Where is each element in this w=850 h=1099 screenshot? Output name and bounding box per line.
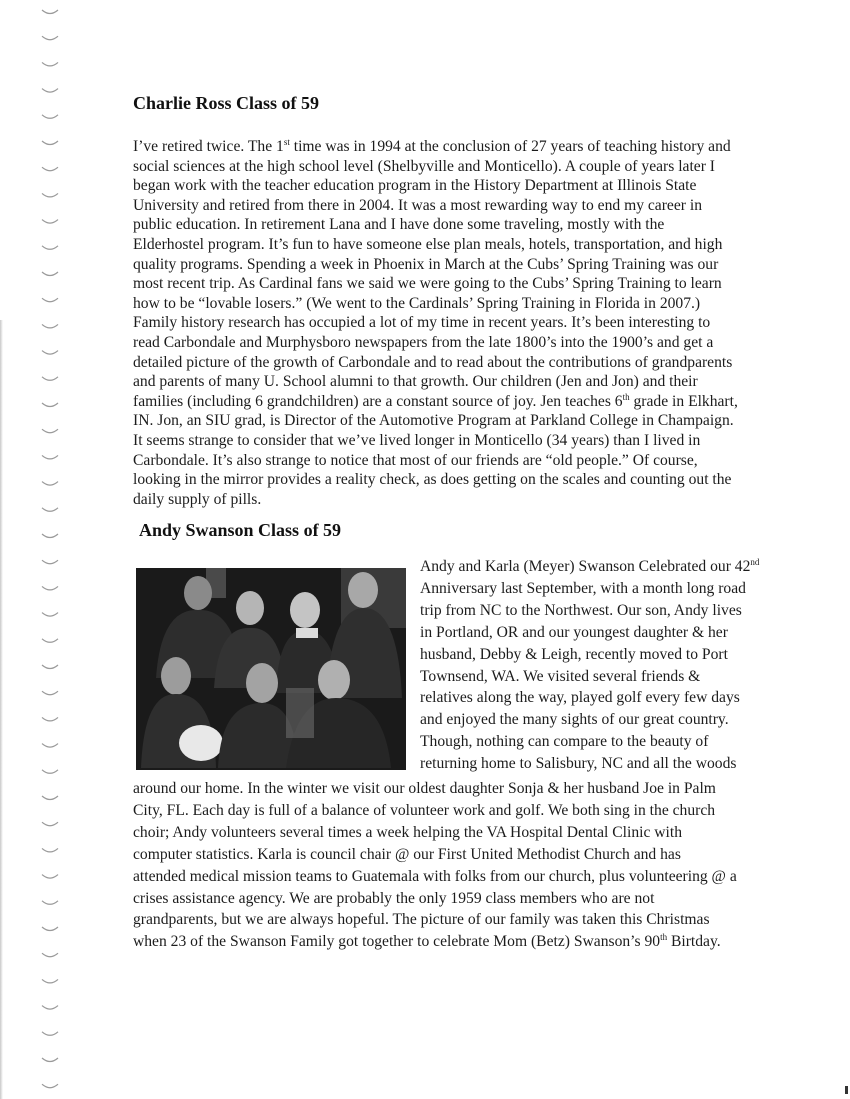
text-segment: daily supply of pills. [133, 490, 262, 508]
binding-hole-icon [42, 62, 58, 66]
text-segment: and parents of many U. School alumni to that growth. Our children (Jen and Jon) and their [133, 373, 698, 391]
text-segment: Elderhostel program. It’s fun to have someone else plan meals, hotels, transportation, and high [133, 236, 723, 253]
binding-hole-icon [42, 508, 58, 512]
binding-hole-icon [42, 901, 58, 905]
binding-hole-icon [42, 324, 58, 328]
binding-hole-icon [42, 1084, 58, 1088]
text-segment: time was in 1994 at the conclusion of 27 years of teaching history and [289, 138, 731, 155]
text-segment: computer statistics. Karla is council chair @ our First United Methodist Church and has [133, 845, 681, 863]
text-segment: It seems strange to consider that we’ve lived longer in Monticello (34 years) than I lived in [133, 432, 701, 449]
text-segment: grade in Elkhart, [629, 392, 738, 410]
text-line [133, 215, 664, 234]
binding-hole-icon [42, 534, 58, 538]
binding-hole-icon [42, 455, 58, 459]
text-line [133, 196, 702, 215]
text-line [133, 845, 681, 864]
binding-hole-icon [42, 822, 58, 826]
text-segment: began work with the teacher education program in the History Department at Illinois State [133, 177, 697, 195]
binding-hole-icon [42, 744, 58, 748]
binding-hole-icon [42, 141, 58, 145]
text-segment: husband, Debby & Leigh, recently moved to Port [420, 645, 728, 663]
text-segment: Family history research has occupied a lot of my time in recent years. It’s been interesting to [133, 314, 711, 332]
binding-hole-icon [42, 429, 58, 433]
text-line [133, 176, 696, 195]
text-segment: social sciences at the high school level (Shelbyville and Monticello). A couple of years later I [133, 157, 715, 175]
text-line [133, 353, 732, 372]
text-line [133, 801, 715, 820]
superscript: nd [750, 557, 760, 567]
spiral-binding-icon [38, 0, 68, 1099]
text-line [133, 274, 722, 293]
text-segment: most recent trip. As Cardinal fans we said we were going to the Cubs’ Spring Training to learn [133, 275, 722, 293]
text-segment: Carbondale. It’s also strange to notice that most of our friends are “old people.” Of course, [133, 451, 698, 469]
text-line [133, 313, 710, 332]
text-segment: attended medical mission teams to Guatemala with folks from our church, plus volunteering @ a [133, 867, 737, 885]
text-line [420, 688, 740, 707]
text-line [133, 235, 722, 254]
text-segment: Though, nothing can compare to the beauty of [420, 733, 709, 751]
text-segment: families (including 6 grandchildren) are a constant source of joy. Jen teaches 6 [133, 392, 623, 410]
binding-hole-icon [42, 639, 58, 643]
text-segment: how to be “lovable losers.” (We went to the Cardinals’ Spring Training in Florida in 2007.) [133, 294, 701, 312]
binding-hole-icon [42, 613, 58, 617]
text-segment: and enjoyed the many sights of our great country. [420, 711, 729, 729]
section-title-andy-swanson: Andy Swanson Class of 59 [139, 520, 342, 540]
text-line [133, 333, 713, 352]
text-line [133, 431, 700, 450]
text-line [133, 372, 698, 391]
text-segment: City, FL. Each day is full of a balance of volunteer work and golf. We both sing in the church [133, 801, 716, 819]
binding-hole-icon [42, 351, 58, 355]
text-segment: Birtday. [667, 933, 721, 951]
text-segment: Andy and Karla (Meyer) Swanson Celebrated our 42 [420, 558, 751, 575]
binding-hole-icon [42, 1032, 58, 1036]
text-line [133, 779, 716, 798]
superscript: th [660, 932, 668, 943]
text-line [420, 754, 736, 773]
superscript: th [622, 391, 630, 402]
binding-hole-icon [42, 586, 58, 590]
text-line [133, 294, 700, 313]
binding-hole-icon [42, 665, 58, 669]
binding-hole-icon [42, 560, 58, 564]
binding-hole-icon [42, 770, 58, 774]
text-segment: Anniversary last September, with a month long road [420, 579, 746, 597]
text-segment: choir; Andy volunteers several times a week helping the VA Hospital Dental Clinic with [133, 823, 683, 841]
text-line [133, 392, 738, 411]
binding-hole-icon [42, 36, 58, 40]
text-line [420, 667, 700, 686]
text-line [133, 889, 654, 908]
binding-hole-icon [42, 691, 58, 695]
text-line [420, 557, 759, 576]
binding-hole-icon [42, 403, 58, 407]
binding-hole-icon [42, 482, 58, 486]
binding-hole-icon [42, 10, 58, 14]
superscript: st [283, 137, 290, 147]
binding-hole-icon [42, 89, 58, 93]
text-segment: IN. Jon, an SIU grad, is Director of the Automotive Program at Parkland College in Champaign. [133, 412, 734, 430]
text-segment: in Portland, OR and our youngest daughter & her [420, 623, 728, 641]
text-line [420, 732, 708, 751]
text-segment: trip from NC to the Northwest. Our son, Andy lives [420, 601, 742, 619]
text-segment: around our home. In the winter we visit our oldest daughter Sonja & her husband Joe in Palm [133, 780, 716, 797]
text-line [133, 411, 734, 430]
text-line [133, 910, 710, 929]
text-line [420, 579, 746, 598]
binding-hole-icon [42, 246, 58, 250]
binding-hole-icon [42, 953, 58, 957]
binding-hole-icon [42, 298, 58, 302]
text-segment: Townsend, WA. We visited several friends & [420, 667, 701, 685]
binding-hole-icon [42, 979, 58, 983]
text-segment: I’ve retired twice. The 1 [133, 138, 284, 155]
text-segment: looking in the mirror provides a reality check, as does getting on the scales and counting out the [133, 471, 732, 489]
text-line [420, 623, 728, 642]
binding-hole-icon [42, 220, 58, 224]
text-line [420, 710, 729, 729]
text-segment: relatives along the way, played golf every few days [420, 689, 740, 707]
text-line [133, 137, 731, 156]
binding-hole-icon [42, 848, 58, 852]
text-segment: quality programs. Spending a week in Phoenix in March at the Cubs’ Spring Training was our [133, 255, 719, 273]
text-line [133, 157, 715, 176]
binding-hole-icon [42, 1058, 58, 1062]
text-line [133, 451, 698, 470]
text-segment: grandparents, but we are always hopeful. The picture of our family was taken this Christmas [133, 911, 710, 929]
section-title-charlie-ross: Charlie Ross Class of 59 [133, 93, 320, 113]
binding-hole-icon [42, 193, 58, 197]
text-line [133, 490, 261, 509]
text-line [420, 601, 742, 620]
scan-corner-mark [845, 1086, 848, 1094]
text-line [133, 867, 737, 886]
text-line [133, 823, 682, 842]
text-segment: returning home to Salisbury, NC and all the woods [420, 755, 737, 773]
text-line [133, 255, 718, 274]
binding-hole-icon [42, 115, 58, 119]
binding-hole-icon [42, 272, 58, 276]
text-line [133, 470, 731, 489]
text-segment: University and retired from there in 2004. It was a most rewarding way to end my career in [133, 196, 702, 214]
text-segment: detailed picture of the growth of Carbondale and to read about the contributions of grandparents [133, 353, 733, 371]
text-line [420, 645, 728, 664]
binding-hole-icon [42, 927, 58, 931]
binding-hole-icon [42, 167, 58, 171]
binding-hole-icon [42, 1006, 58, 1010]
text-segment: public education. In retirement Lana and I have done some traveling, mostly with the [133, 216, 665, 234]
family-photo-icon [136, 568, 406, 770]
binding-hole-icon [42, 717, 58, 721]
text-segment: crises assistance agency. We are probably the only 1959 class members who are not [133, 889, 655, 907]
binding-hole-icon [42, 377, 58, 381]
scan-edge-shadow [0, 320, 3, 1099]
binding-hole-icon [42, 875, 58, 879]
text-segment: read Carbondale and Murphysboro newspapers from the late 1800’s into the 1900’s and get a [133, 334, 714, 351]
text-segment: when 23 of the Swanson Family got together to celebrate Mom (Betz) Swanson’s 90 [133, 933, 661, 951]
binding-hole-icon [42, 796, 58, 800]
text-line [133, 932, 721, 951]
